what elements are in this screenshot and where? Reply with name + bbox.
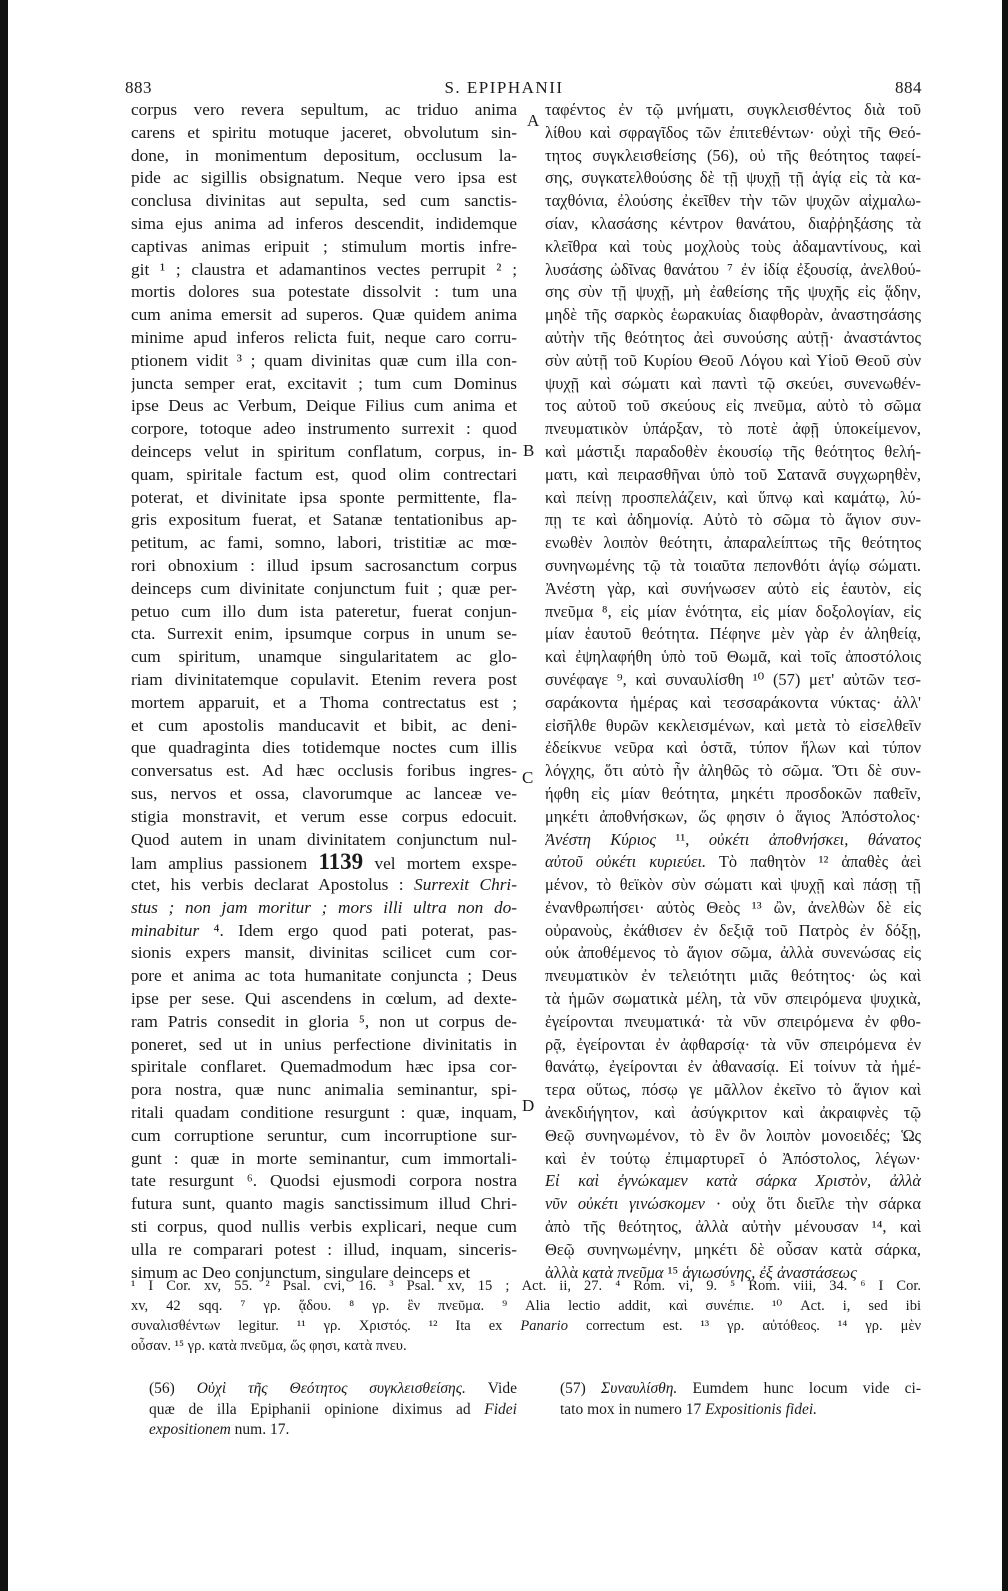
latin-line: ptionem vidit ³ ; quam divinitas quæ cum illa con-: [131, 350, 517, 370]
latin-line: petuo cum illo dum ista pateretur, fuerat conjun-: [131, 601, 517, 621]
latin-line: stigia monstravit, et verum esse corpus edocuit.: [131, 806, 517, 826]
scripture-quote: Surrexit Chri-: [414, 875, 517, 895]
text-run: Τὸ παθητὸν ¹² ἀπαθὲς ἀεὶ: [706, 852, 921, 872]
latin-line: deinceps cum divinitate conjunctum fuit ; quæ per-: [131, 578, 517, 598]
latin-line: deinceps velut in spiritum conflatum, corpus, in-: [131, 441, 517, 461]
greek-line: [545, 1193, 921, 1216]
left-page-number: 883: [125, 78, 152, 97]
latin-line: quam, spiritale factum est, quod olim contrectari: [131, 464, 517, 484]
scripture-quote: νῦν οὐκέτι γινώσκομεν: [545, 1194, 705, 1214]
latin-line: pora nostra, quæ nunc animalia seminantur, spi-: [131, 1080, 517, 1100]
latin-line: carens et spiritu motuque jaceret, obvolutum sin-: [131, 122, 517, 142]
scripture-quote: οὐκέτι ἀποθνήσκει, θάνατος: [708, 829, 921, 849]
latin-line: petitum, ac fami, somno, labori, tristitiæ ac mœ-: [131, 533, 517, 553]
greek-line: πνευματικὸν ἐν τελειότητι μιᾶς θεότητος· ὡς καὶ: [545, 966, 921, 986]
greek-line: καὶ μάστιξι παραδοθὲν ἑκουσίῳ τῆς θεότητος θελή-: [545, 441, 921, 461]
latin-column: [131, 99, 517, 1284]
text-run: ctet, his verbis declarat Apostolus :: [131, 875, 415, 895]
column-number: 1139: [318, 851, 364, 875]
text-run: ¹¹,: [656, 829, 709, 849]
greek-line: πνευματικὸν ὑπάρξαν, τὸ ποτὲ ἀφῇ ὑποκείμενον,: [545, 419, 921, 439]
text-run: ⁴. Idem ergo quod pati poterat, pas-: [199, 920, 517, 940]
latin-line: juncta semper erat, excitavit ; tum cum Dominus: [131, 373, 517, 393]
greek-line: Θεῷ συνηνωμένην, μηκέτι δὲ οὖσαν κατὰ σάρκα,: [545, 1239, 921, 1259]
greek-line: ματι, καὶ πειρασθῆναι ὑπὸ τοῦ Σατανᾶ συγχωρηθὲν,: [545, 464, 921, 484]
greek-line: κλεῖθρα καὶ τοὺς μοχλοὺς τοὺς ἀδαμαντίνους, καὶ: [545, 236, 921, 256]
latin-line: sti corpus, quod nullis verbis explicari, neque cum: [131, 1217, 517, 1237]
greek-line: ταχθόνια, ἐλούσης ἐκεῖθεν τὴν τῶν ψυχῶν αἰχμαλω-: [545, 191, 921, 211]
latin-line: ulla re comparari potest : illud, inquam, sinceris-: [131, 1239, 517, 1259]
editor-note-56: (56) Οὐχὶ τῆς Θεότητος συγκλεισθείσης. Vide quæ de illa Epiphanii opinione diximus ad Fidei expositionem num. 17.: [149, 1380, 517, 1438]
latin-line: tate resurgunt ⁶. Quodsi ejusmodi corpora nostra: [131, 1171, 517, 1191]
latin-line: minime apud inferos relicta fuit, neque caro corru-: [131, 327, 517, 347]
latin-line: spiritale conflaret. Quemadmodum hæc ipsa cor-: [131, 1057, 517, 1077]
latin-line: done, in monimentum depositum, occlusum la-: [131, 145, 517, 165]
margin-marker-a: A: [527, 111, 540, 130]
greek-line: λυσάσης ὠδῖνας θανάτου ⁷ ἐν ἰδίᾳ ἐξουσίᾳ, ἀνελθού-: [545, 259, 921, 279]
greek-line: ἀπὸ τῆς θεότητος, ἀλλὰ αὐτὴν μένουσαν ¹⁴, καὶ: [545, 1217, 921, 1237]
greek-line: σαράκοντα ἡμέρας καὶ τεσσαράκοντα νύκτας· ἀλλ': [545, 692, 921, 712]
footnote-line: xv, 42 sqq. ⁷ γρ. ᾅδου. ⁸ γρ. ἓν πνεῦμα. ⁹ Alia lectio addit, καὶ συνέπιε. ¹⁰ Act. i, sed ibi: [131, 1298, 921, 1314]
greek-line: πνεῦμα ⁸, εἰς μίαν ἑνότητα, εἰς μίαν δοξολογίαν, εἰς: [545, 601, 921, 621]
scan-left-edge: [0, 0, 8, 1591]
greek-line: καὶ ἐψηλαφήθη ὑπὸ τοῦ Θωμᾶ, καὶ τοῖς ἀποστόλοις: [545, 647, 921, 667]
greek-line: ρᾷ, ἐγείρονται ἐν ἀφθαρσίᾳ· τὰ νῦν σπειρόμενα ἐν: [545, 1034, 921, 1054]
greek-line: [545, 851, 921, 874]
greek-line: συνηνωμένης τῷ τὰ τοιαῦτα πεπονθότι ἁγίῳ σώματι.: [545, 555, 921, 575]
greek-line: συνέφαγε ⁹, καὶ συναυλίσθη ¹⁰ (57) μετ' αὐτῶν τεσ-: [545, 669, 921, 689]
greek-line: ψυχῇ καὶ σώματι καὶ παντὶ τῷ σκεύει, συνενωθέν-: [545, 373, 921, 393]
greek-line: ἐνανθρωπήσει· αὐτὸς Θεὸς ¹³ ὢν, ἀνελθὼν δὲ εἰς: [545, 897, 921, 917]
latin-line: corpus vero revera sepultum, ac triduo anima: [131, 100, 517, 119]
latin-line: Quod autem in unam divinitatem conjunctum nul-: [131, 829, 517, 849]
greek-line: θανάτῳ, ἐγείρονται ἐν ἀθανασίᾳ. Εἰ τοίνυν τὰ ἡμέ-: [545, 1057, 921, 1077]
greek-line: [545, 829, 921, 852]
greek-line: μηδὲ τῆς σαρκὸς ἑωρακυίας διαφθορὰν, ἀναστησάσης: [545, 305, 921, 325]
scripture-quote: stus ; non jam moritur ; mors illi ultra non do-: [131, 897, 517, 917]
latin-line: git ¹ ; claustra et adamantinos vectes perrupit ² ;: [131, 259, 517, 279]
latin-line: pore et anima ac tota humanitate conjuncta ; Deus: [131, 966, 517, 986]
greek-line: τὰ ἡμῶν σωματικὰ μέλη, τὰ νῦν σπειρόμενα ψυχικὰ,: [545, 989, 921, 1009]
greek-line: αὐτὴν τῆς θεότητος ἀεὶ συνούσης αὐτῇ· ἀναστάντος: [545, 327, 921, 347]
greek-line: τερα οὕτως, πόσῳ γε μᾶλλον ἐκεῖνο τὸ ἅγιον καὶ: [545, 1080, 921, 1100]
scripture-quote: minabitur: [131, 920, 200, 940]
text-run: lam amplius passionem: [131, 854, 319, 874]
margin-marker-d: D: [522, 1096, 535, 1115]
footnotes: [131, 1276, 921, 1356]
right-page-number: 884: [895, 78, 922, 97]
greek-line: σὺν αὐτῇ τοῦ Κυρίου Θεοῦ Λόγου καὶ Υἱοῦ Θεοῦ σὺν: [545, 350, 921, 370]
running-title: S. EPIPHANII: [444, 78, 564, 97]
latin-line: conversatus est. Ad hæc occlusis foribus ingres-: [131, 761, 517, 781]
latin-line: [131, 920, 517, 943]
text-run: ¹⁵: [663, 1262, 683, 1282]
greek-line: καὶ ἐν τούτῳ ἐπιμαρτυρεῖ ὁ Ἀπόστολος, λέγων·: [545, 1148, 921, 1168]
latin-line: sionis expers mansit, divinitas scilicet cum cor-: [131, 943, 517, 963]
latin-line: ipse Deus ac Verbum, Deique Filius cum anima et: [131, 396, 517, 416]
greek-line: εἰσῆλθε θυρῶν κεκλεισμένων, καὶ μετὰ τὸ εἰσελθεῖν: [545, 715, 921, 735]
latin-line: conclusa divinitas aut sepulta, sed cum sanctis-: [131, 191, 517, 211]
greek-line: οὐκ ἀποθέμενος τὸ ἅγιον σῶμα, ἀλλὰ συνενώσας εἰς: [545, 943, 921, 963]
greek-column: [545, 99, 921, 1284]
greek-line: Θεῷ συνηνωμένον, τὸ ἓν ὂν λοιπὸν μονοειδές; Ὡς: [545, 1125, 921, 1145]
latin-line: sus, nervos et ossa, clavorumque ac lanceæ ve-: [131, 783, 517, 803]
text-run: vel mortem exspe-: [363, 854, 517, 874]
latin-line: ipse per sese. Qui ascendens in cœlum, ad dexte-: [131, 989, 517, 1009]
text-run: · οὐχ ὅτι διεῖλε τὴν σάρκα: [704, 1194, 921, 1214]
latin-line: mortem apparuit, et a Thoma contrectatus est ;: [131, 692, 517, 712]
scripture-quote: ἁγιωσύνης, ἐξ ἀναστάσεως: [682, 1262, 857, 1282]
greek-line: λόγχης, ὅτι αὐτὸ ἦν ἀληθῶς τὸ σῶμα. Ὅτι δὲ συν-: [545, 761, 921, 781]
scripture-quote: Εἰ καὶ ἐγνώκαμεν κατὰ σάρκα Χριστὸν, ἀλλὰ: [545, 1171, 921, 1191]
latin-line: et cum apostolis manducavit et bibit, ac deni-: [131, 715, 517, 735]
latin-line: rori obnoxium : illud ipsum sacrosanctum corpus: [131, 555, 517, 575]
latin-line: [131, 897, 517, 920]
greek-line: [545, 1170, 921, 1193]
margin-marker-b: B: [523, 441, 535, 460]
latin-line: cum spiritum, unamque singularitatem ac glo-: [131, 647, 517, 667]
greek-line: ταφέντος ἐν τῷ μνήματι, συγκλεισθέντος διὰ τοῦ: [545, 100, 921, 119]
text-run: ἀλλὰ: [545, 1262, 583, 1282]
latin-line: corpore, totoque adeo instrumento surrexit : quod: [131, 419, 517, 439]
latin-line: ritali quadam conditione resurgunt : quæ, inquam,: [131, 1103, 517, 1123]
editor-note-57: (57) Συναυλίσθη. Eumdem hunc locum vide ci- tato mox in numero 17 Expositionis fidei.: [560, 1380, 921, 1418]
latin-line: riam divinitatemque copulavit. Etenim revera post: [131, 669, 517, 689]
footnote-line: συναλισθέντων legitur. ¹¹ γρ. Χριστός. ¹² Ita ex Panario correctum est. ¹³ γρ. αὐτόθεος. ¹⁴ γρ. μὲν: [131, 1318, 921, 1334]
latin-line: futura sunt, quanto magis sanctissimum illud Chri-: [131, 1194, 517, 1214]
scripture-quote: αὐτοῦ οὐκέτι κυριεύει.: [545, 852, 707, 872]
latin-line: ram Patris consedit in gloria ⁵, non ut corpus de-: [131, 1011, 517, 1031]
greek-line: ἐδείκνυε νεῦρα καὶ ὀστᾶ, τύπον ἥλων καὶ τύπον: [545, 738, 921, 758]
scan-right-edge: [1002, 0, 1008, 1591]
latin-line: [131, 851, 517, 874]
greek-line: τητος συγκλεισθείσης (56), οὐ τῆς θεότητος ταφεί-: [545, 145, 921, 165]
latin-line: cta. Surrexit enim, ipsumque corpus in unum se-: [131, 624, 517, 644]
greek-line: οὐρανοὺς, ἐκάθισεν ἐν δεξιᾷ τοῦ Πατρὸς ἐν δόξῃ,: [545, 920, 921, 940]
greek-line: ἀνεκδιήγητον, καὶ ἀσύγκριτον καὶ ἀκραιφνὲς τῷ: [545, 1103, 921, 1123]
greek-line: σίαν, κλασάσης κέντρον θανάτου, διαῤῥηξάσης τὰ: [545, 213, 921, 233]
scripture-quote: Ἀνέστη Κύριος: [545, 829, 657, 849]
latin-line: simum ac Deo conjunctum, singulare deinceps et: [131, 1262, 471, 1282]
greek-line: σης, συγκατελθούσης δὲ τῇ ψυχῇ τῇ ἁγίᾳ εἰς τὰ κα-: [545, 168, 921, 188]
greek-line: ήφθη εἰς μίαν θεότητα, μηκέτι προσδοκῶν παθεῖν,: [545, 783, 921, 803]
scripture-quote: κατὰ πνεῦμα: [582, 1262, 664, 1282]
latin-line: que quadraginta dies totidemque noctes cum illis: [131, 738, 517, 758]
latin-line: mortis dolores sua potestate dissolvit : tum una: [131, 282, 517, 302]
latin-line: captivas animas eripuit ; stimulum mortis infre-: [131, 236, 517, 256]
greek-line: πῃ τε καὶ ἀδημονίᾳ. Αὐτὸ τὸ σῶμα τὸ ἅγιον συν-: [545, 510, 921, 530]
greek-line: σης σὺν τῇ ψυχῇ, μὴ ἐαθείσης τῆς ψυχῆς εἰς ᾅδην,: [545, 282, 921, 302]
latin-line: pide ac sigillis obsignatum. Neque vero ipsa est: [131, 168, 517, 188]
latin-line: gris expositum fuerat, et Satanæ tentationibus ap-: [131, 510, 517, 530]
greek-line: ἐγείρονται πνευματικά· τὰ νῦν σπειρόμενα ἐν φθο-: [545, 1011, 921, 1031]
latin-line: poterat, et divinitate ipsa sponte permittente, fla-: [131, 487, 517, 507]
footnote-line: ¹ I Cor. xv, 55. ² Psal. cvi, 16. ³ Psal. xv, 15 ; Act. ii, 27. ⁴ Rom. vi, 9. ⁵ Rom. viii, 34. ⁶ I Cor.: [131, 1278, 921, 1294]
latin-line: cum anima emersit ad superos. Quæ quidem anima: [131, 305, 517, 325]
footnote-line: οὖσαν. ¹⁵ γρ. κατὰ πνεῦμα, ὥς φησι, κατὰ πνευ.: [131, 1338, 407, 1354]
greek-line: ενωθὲν λοιπὸν θεότητι, ἀπαραλείπτως τῆς θεότητος: [545, 533, 921, 553]
latin-line: cum corruptione seruntur, cum incorruptione sur-: [131, 1125, 517, 1145]
greek-line: καὶ πείνῃ προσπελάζειν, καὶ ὕπνῳ καὶ καμάτῳ, λύ-: [545, 487, 921, 507]
greek-line: τος αὐτοῦ τοῦ σκεύους εἰς πνεῦμα, αὐτὸ τὸ σῶμα: [545, 396, 921, 416]
latin-line: gunt : quæ in morte seminantur, cum immortali-: [131, 1148, 517, 1168]
latin-line: [131, 874, 517, 897]
greek-line: Ἀνέστη γὰρ, καὶ συνήνωσεν αὐτὸ εἰς ἑαυτὸν, εἰς: [545, 578, 921, 598]
greek-line: μένον, τὸ θεϊκὸν σὺν σώματι καὶ ψυχῇ καὶ πάσῃ τῇ: [545, 875, 921, 895]
greek-line: μηκέτι ἀποθνήσκων, ὥς φησιν ὁ ἅγιος Ἀπόστολος·: [545, 806, 921, 826]
latin-line: sima ejus anima ad inferos descendit, indidemque: [131, 213, 517, 233]
latin-line: poneret, sed ut in unius perfectione divinitatis in: [131, 1034, 517, 1054]
greek-line: μίαν ἑαυτοῦ θεότητα. Πέφηνε μὲν γὰρ ἐν ἀληθείᾳ,: [545, 624, 921, 644]
greek-line: λίθου καὶ σφραγῖδος τῶν ἐπιτεθέντων· οὐχὶ τῆς Θεό-: [545, 122, 921, 142]
margin-marker-c: C: [522, 768, 534, 787]
